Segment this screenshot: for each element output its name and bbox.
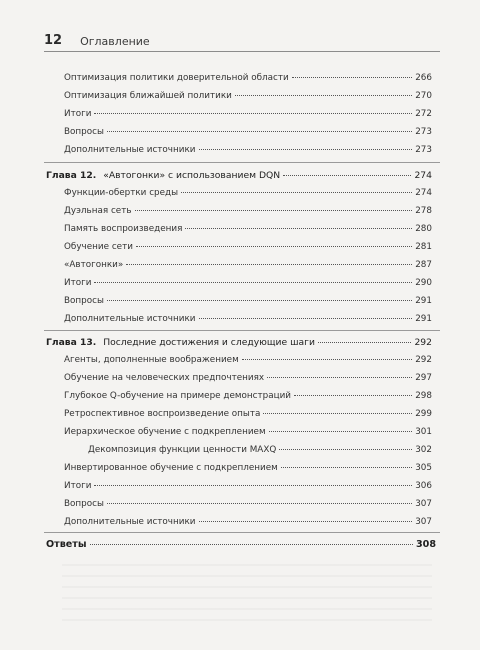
- toc-entry[interactable]: [64, 314, 432, 324]
- toc-entry[interactable]: [64, 481, 432, 491]
- toc-entry-page: 302: [415, 445, 432, 455]
- toc-entry[interactable]: [64, 355, 432, 365]
- toc-entry-title: Итоги: [64, 481, 92, 491]
- answers-entry[interactable]: [46, 539, 436, 550]
- dot-leader: [235, 95, 412, 96]
- toc-entry-title: Обучение сети: [64, 242, 133, 252]
- toc-entry[interactable]: [64, 409, 432, 419]
- chapter-page: 274: [414, 170, 432, 181]
- toc-subentry[interactable]: [88, 445, 432, 455]
- toc-entry[interactable]: [64, 427, 432, 437]
- toc-entry[interactable]: [64, 91, 432, 101]
- running-title: Оглавление: [80, 35, 150, 48]
- toc-entry-page: 280: [415, 224, 432, 234]
- toc-entry-page: 308: [415, 539, 436, 550]
- toc-entry[interactable]: [64, 373, 432, 383]
- dot-leader: [181, 192, 412, 193]
- toc-entry-title: Итоги: [64, 278, 92, 288]
- dot-leader: [318, 342, 412, 343]
- toc-entry[interactable]: [64, 127, 432, 137]
- dot-leader: [136, 246, 412, 247]
- toc-entry[interactable]: [64, 73, 432, 83]
- dot-leader: [199, 149, 413, 150]
- toc-entry-page: 306: [415, 481, 432, 491]
- toc-entry-title: Дуэльная сеть: [64, 206, 132, 216]
- dot-leader: [90, 544, 413, 545]
- dot-leader: [107, 131, 412, 132]
- toc-entry-title: Дополнительные источники: [64, 314, 196, 324]
- toc-entry[interactable]: [64, 242, 432, 252]
- toc-entry[interactable]: [64, 145, 432, 155]
- toc-entry-page: 292: [415, 355, 432, 365]
- chapter-page: 292: [414, 337, 432, 348]
- dot-leader: [126, 264, 412, 265]
- toc-entry-title: Память воспроизведения: [64, 224, 183, 234]
- toc-entry-page: 273: [415, 127, 432, 137]
- toc-entry[interactable]: [64, 224, 432, 234]
- dot-leader: [185, 228, 412, 229]
- toc-entry[interactable]: [64, 499, 432, 509]
- chapter-12-entry[interactable]: [46, 170, 432, 181]
- dot-leader: [94, 282, 412, 283]
- section-divider: [44, 162, 440, 163]
- chapter-title: «Автогонки» с использованием DQN: [103, 170, 281, 181]
- toc-entry-page: 307: [415, 517, 432, 527]
- toc-entry-title: Инвертированное обучение с подкреплением: [64, 463, 278, 473]
- toc-entry-title: Оптимизация ближайшей политики: [64, 91, 232, 101]
- toc-entry-page: 305: [415, 463, 432, 473]
- toc-entry-page: 298: [415, 391, 432, 401]
- chapter-number: Глава 12.: [46, 170, 97, 181]
- toc-entry-page: 270: [415, 91, 432, 101]
- dot-leader: [107, 503, 412, 504]
- toc-entry-page: 274: [415, 188, 432, 198]
- bleed-through-shadow: [62, 555, 432, 625]
- toc-entry-page: 266: [415, 73, 432, 83]
- toc-entry-title: Иерархическое обучение с подкреплением: [64, 427, 266, 437]
- dot-leader: [292, 77, 412, 78]
- toc-entry-page: 297: [415, 373, 432, 383]
- toc-entry-title: Декомпозиция функции ценности MAXQ: [88, 445, 277, 455]
- toc-entry[interactable]: [64, 188, 432, 198]
- toc-entry[interactable]: [64, 260, 432, 270]
- toc-entry-title: Дополнительные источники: [64, 145, 196, 155]
- dot-leader: [283, 175, 411, 176]
- section-divider: [44, 330, 440, 331]
- chapter-13-entry[interactable]: [46, 337, 432, 348]
- toc-entry[interactable]: [64, 517, 432, 527]
- dot-leader: [242, 359, 412, 360]
- dot-leader: [269, 431, 413, 432]
- dot-leader: [135, 210, 413, 211]
- toc-entry[interactable]: [64, 109, 432, 119]
- toc-entry[interactable]: [64, 278, 432, 288]
- chapter-title: Последние достижения и следующие шаги: [103, 337, 315, 348]
- dot-leader: [107, 300, 412, 301]
- toc-entry-page: 291: [415, 314, 432, 324]
- toc-entry[interactable]: [64, 463, 432, 473]
- toc-entry-title: Функции-обертки среды: [64, 188, 179, 198]
- toc-entry-page: 281: [415, 242, 432, 252]
- toc-entry-title: Ответы: [46, 539, 87, 550]
- toc-entry-title: Вопросы: [64, 499, 104, 509]
- toc-entry-title: Ретроспективное воспроизведение опыта: [64, 409, 261, 419]
- toc-entry-title: Вопросы: [64, 296, 104, 306]
- dot-leader: [199, 318, 413, 319]
- dot-leader: [94, 113, 412, 114]
- toc-entry-title: Оптимизация политики доверительной области: [64, 73, 289, 83]
- toc-entry-page: 273: [415, 145, 432, 155]
- toc-entry-title: Дополнительные источники: [64, 517, 196, 527]
- toc-entry-page: 291: [415, 296, 432, 306]
- toc-entry-page: 290: [415, 278, 432, 288]
- toc-entry-page: 287: [415, 260, 432, 270]
- toc-entry-page: 299: [415, 409, 432, 419]
- dot-leader: [263, 413, 412, 414]
- toc-entry-title: Глубокое Q-обучение на примере демонстраций: [64, 391, 292, 401]
- toc-entry-title: Обучение на человеческих предпочтениях: [64, 373, 265, 383]
- dot-leader: [267, 377, 412, 378]
- page-number: 12: [44, 33, 63, 48]
- toc-entry[interactable]: [64, 296, 432, 306]
- toc-entry-page: 272: [415, 109, 432, 119]
- toc-entry-page: 307: [415, 499, 432, 509]
- chapter-number: Глава 13.: [46, 337, 97, 348]
- toc-entry-title: Агенты, дополненные воображением: [64, 355, 239, 365]
- toc-entry-title: Вопросы: [64, 127, 104, 137]
- toc-entry[interactable]: [64, 391, 432, 401]
- toc-entry-title: Итоги: [64, 109, 92, 119]
- section-divider: [44, 532, 440, 533]
- toc-entry-page: 278: [415, 206, 432, 216]
- dot-leader: [279, 449, 412, 450]
- dot-leader: [94, 485, 412, 486]
- dot-leader: [199, 521, 413, 522]
- dot-leader: [294, 395, 412, 396]
- toc-entry-title: «Автогонки»: [64, 260, 124, 270]
- dot-leader: [281, 467, 412, 468]
- toc-entry-page: 301: [415, 427, 432, 437]
- toc-entry[interactable]: [64, 206, 432, 216]
